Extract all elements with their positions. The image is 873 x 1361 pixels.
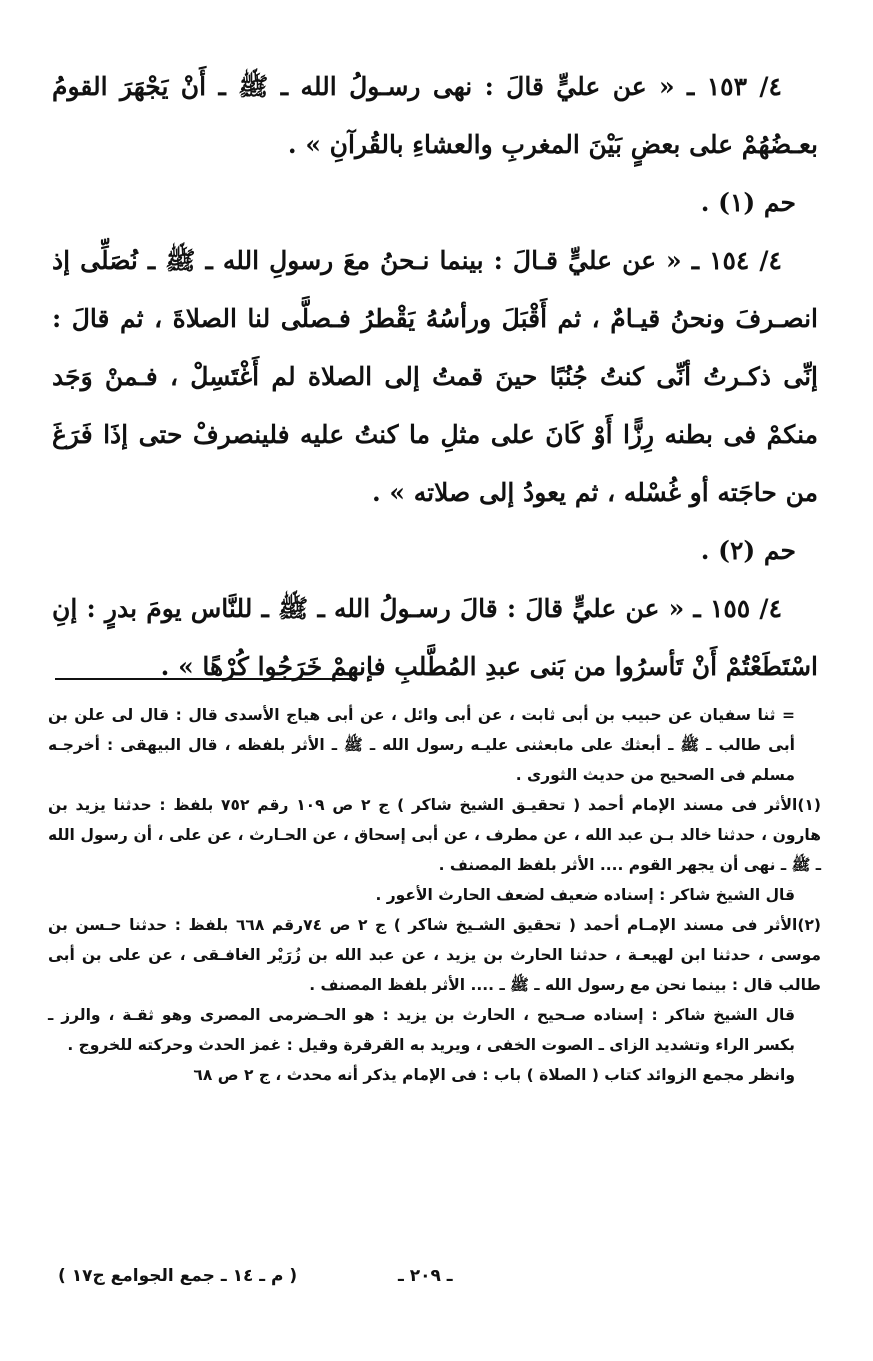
footnote-2-line-3: وانظر مجمع الزوائد كتاب ( الصلاة ) باب : فى الإمام يذكر أنه محدث ، ج ٢ ص ٦٨ xyxy=(193,1066,795,1084)
footnote-1-line-1: الأثر فى مسند الإمام أحمد ( تحقيـق الشيخ شاكر ) ج ٢ ص ١٠٩ رقم ٧٥٢ بلفظ : حدثنا يزيد بن هارون ، حدثنا خالد بـن عبد الله ، عن مطرف ، عن أبى إسحاق ، عن الحـارث ، عن على ، أن رسول الله ـ ﷺ ـ نهى أن يجهر القوم .... الأثر بلفظ المصنف . xyxy=(48,796,821,874)
signature-code: ( م ـ ١٤ ـ جمع الجوامع ج١٧ ) xyxy=(58,1266,298,1286)
main-text xyxy=(52,58,818,696)
footnote-continuation: = ثنا سفيان عن حبيب بن أبى ثابت ، عن أبى وائل ، عن أبى هياج الأسدى قال : قال لى علن بن أبى طالب ـ ﷺ ـ أبعثك على مابعثنى عليـه رسول الله ـ ﷺ ـ الأثر بلفظه ، قال البيهقى : أخرجـه مسلم فى الصحيح من حديث الثورى . xyxy=(48,706,795,784)
source-ref-154: حم (٢) . xyxy=(700,536,796,565)
footnote-2-line-2: قال الشيخ شاكر : إسناده صـحيح ، الحارث بن يزيد : هو الحـضرمى المصرى وهو ثقـة ، والرز ـ بكسر الراء وتشديد الزاى ـ الصوت الخفى ، ويريد به القرقرة وقيل : غمز الحدث وحركته للخروج . xyxy=(48,1006,795,1054)
source-ref-153: حم (١) . xyxy=(700,188,796,217)
footnote-2-line-1: الأثر فى مسند الإمـام أحمد ( تحقيق الشـيخ شاكر ) ج ٢ ص ٧٤رقم ٦٦٨ بلفظ : حدثنا حـسن بن موسى ، حدثنا ابن لهيعـة ، حدثنا الحارث بن يزيد ، عن عبد الله بن زُرَيْر الغافـقى ، عن على بن أبى طالب قال : بينما نحن مع رسول الله ـ ﷺ ـ .... الأثر بلفظ المصنف . xyxy=(48,916,821,994)
footnote-2-number: (٢) xyxy=(797,916,822,934)
hadith-153: ٤/ ١٥٣ ـ « عن عليٍّ قالَ : نهى رسـولُ الله ـ ﷺ ـ أَنْ يَجْهَرَ القومُ بعـضُهُمْ على بعضٍ بَيْنَ المغربِ والعشاءِ بالقُرآنِ » . xyxy=(52,72,818,159)
footnote-1-number: (١) xyxy=(797,796,821,814)
hadith-154: ٤/ ١٥٤ ـ « عن عليٍّ قـالَ : بينما نـحنُ معَ رسولِ الله ـ ﷺ ـ نُصَلِّى إذ انصـرفَ ونحنُ قيـامٌ ، ثم أَقْبَلَ ورأسُهُ يَقْطرُ فـصلَّى لنا الصلاةَ ، ثم قالَ : إنِّى ذكـرتُ أنِّى كنتُ جُنُبًا حينَ قمتُ إلى الصلاة لم أَغْتَسِلْ ، فـمنْ وَجَد منكمْ فى بطنه رِزًّا أَوْ كَانَ على مثلِ ما كنتُ عليه فلينصرفْ حتى إذَا فَرَغَ من حاجَته أو غُسْله ، ثم يعودُ إلى صلاته » . xyxy=(52,246,818,507)
page-number: ـ ٢٠٩ ـ xyxy=(398,1266,453,1286)
footnote-1 xyxy=(48,790,821,910)
footnote-separator xyxy=(55,678,357,680)
footnote-2 xyxy=(48,910,821,1090)
footnote-1-line-2: قال الشيخ شاكر : إسناده ضعيف لضعف الحارث الأعور . xyxy=(375,886,795,904)
footnotes xyxy=(48,700,821,1090)
hadith-155: ٤/ ١٥٥ ـ « عن عليٍّ قالَ : قالَ رسـولُ الله ـ ﷺ ـ للنَّاس يومَ بدرٍ : إنِ اسْتَطَعْتُمْ أَنْ تَأسرُوا من بَنى عبدِ المُطَّلبِ فإنهمْ خَرَجُوا كُرْهًا » . xyxy=(52,594,818,681)
page-footer xyxy=(0,1266,873,1296)
